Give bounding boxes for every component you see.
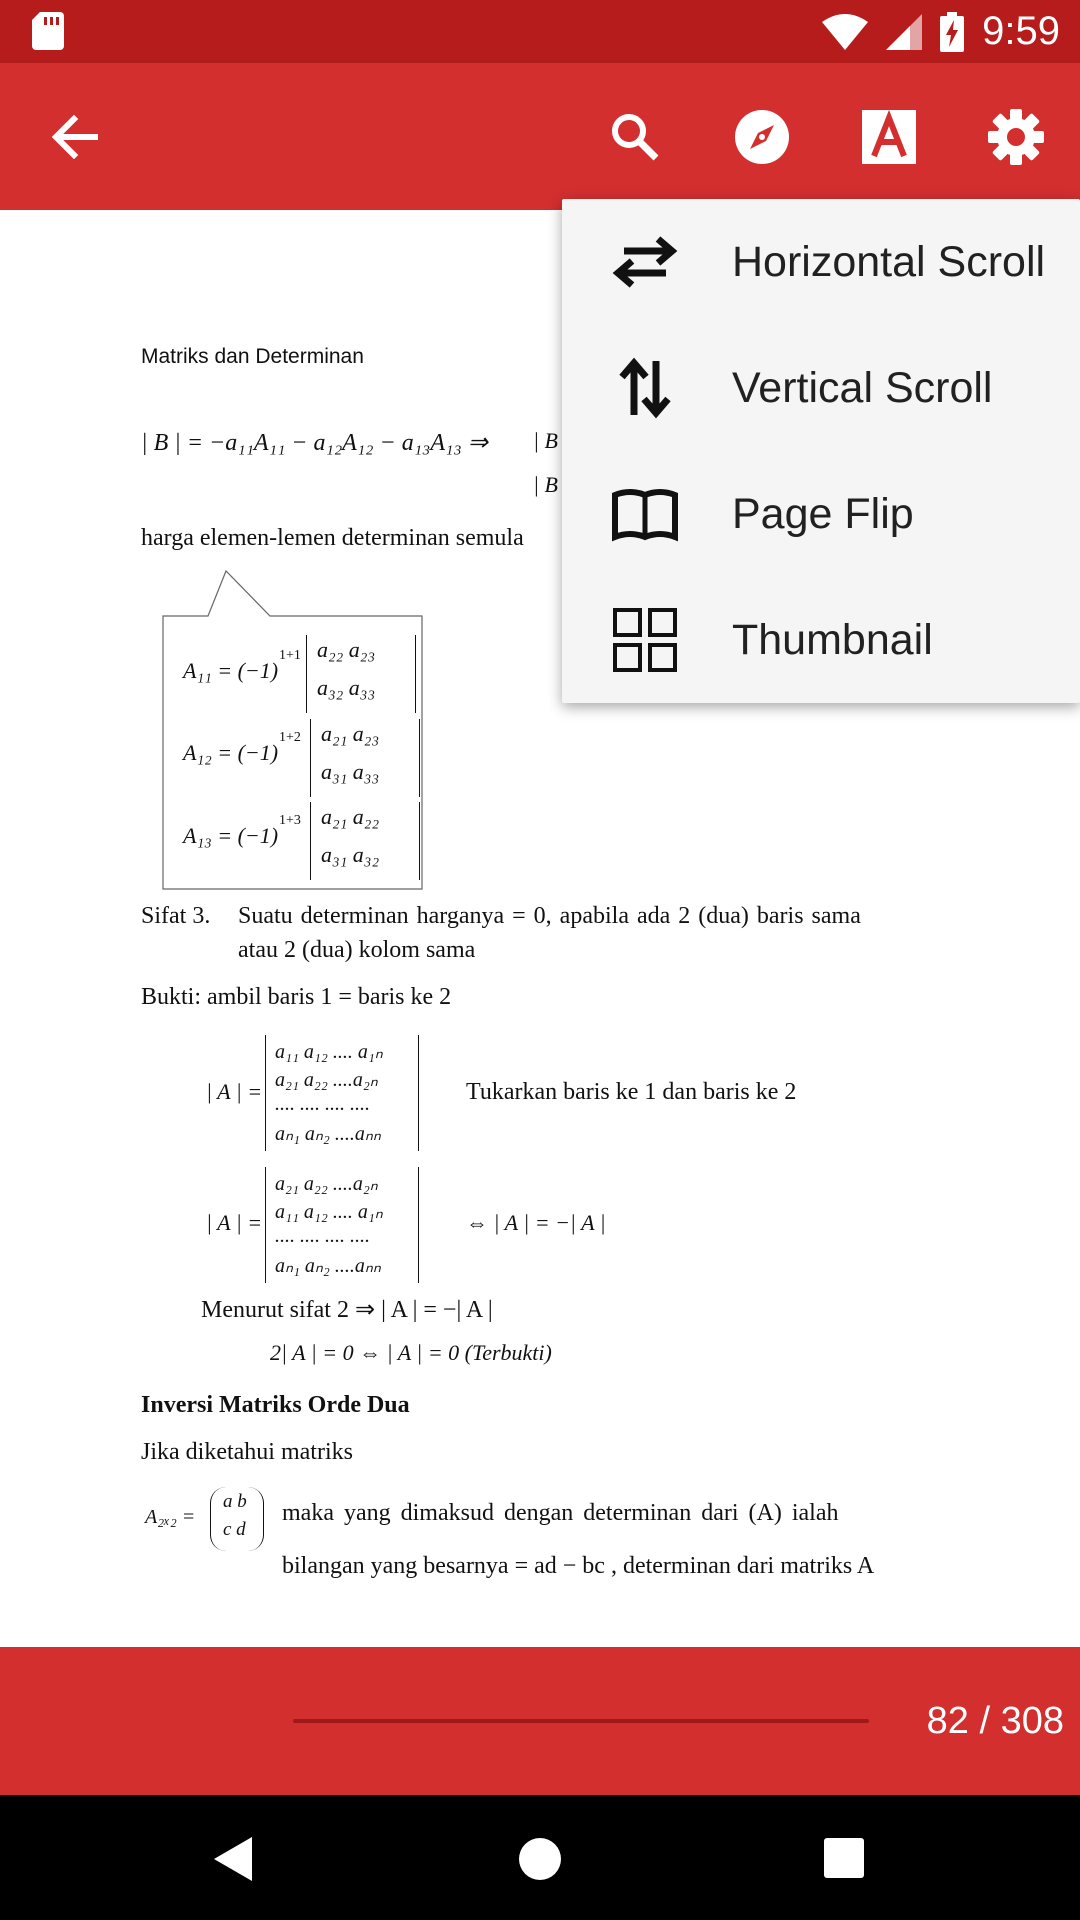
status-bar <box>0 0 1080 63</box>
nav-back-icon[interactable] <box>214 1837 254 1881</box>
menu-item-label: Horizontal Scroll <box>732 238 1046 286</box>
signal-icon <box>886 14 922 50</box>
menurut-text: Menurut sifat 2 ⇒ | A | = −| A | <box>201 1297 493 1323</box>
matrix-row: a b <box>223 1491 247 1512</box>
jika-text: Jika diketahui matriks <box>141 1439 353 1465</box>
matrix-row: .... .... .... .... <box>275 1093 370 1115</box>
matrix-row: a₂₁ a₂₂ <box>321 804 380 829</box>
gear-icon <box>988 109 1044 165</box>
matrix-2 <box>265 1167 419 1283</box>
matrix-row: a₂₂ a₂₃ <box>317 637 376 662</box>
page-header: Matriks dan Determinan <box>141 345 364 368</box>
menu-item-horizontal-scroll[interactable] <box>562 199 1080 325</box>
equation-b: | B | = −a₁₁A₁₁ − a₁₂A₁₂ − a₁₃A₁₃ ⇒ <box>141 430 488 456</box>
matrix-row: a₁₁ a₁₂ .... a₁ₙ <box>275 1201 383 1223</box>
sifat-label: Sifat 3. <box>141 903 211 929</box>
menu-item-label: Thumbnail <box>732 616 933 664</box>
battery-charging-icon <box>940 12 964 52</box>
cofactor-matrix <box>310 719 420 797</box>
swap-vert-icon <box>612 355 678 421</box>
cofactor-a11: A₁₁ = (−1) <box>183 658 279 683</box>
search-icon <box>610 112 660 162</box>
compass-icon <box>734 109 790 165</box>
page-indicator: 82 / 308 <box>926 1700 1064 1742</box>
back-button[interactable] <box>36 99 112 175</box>
menu-item-label: Page Flip <box>732 490 914 538</box>
bukti-text: Bukti: ambil baris 1 = baris ke 2 <box>141 984 452 1010</box>
matrix-row: a₃₁ a₃₂ <box>321 842 380 867</box>
cofactor-exponent: 1+3 <box>279 813 301 828</box>
matrix-row: aₙ₁ aₙ₂ ....aₙₙ <box>275 1255 381 1277</box>
cofactor-matrix <box>306 635 416 713</box>
font-icon <box>862 110 916 164</box>
matrix-row: a₂₁ a₂₃ <box>321 721 380 746</box>
matrix-row: a₂₁ a₂₂ ....a₂ₙ <box>275 1173 378 1195</box>
sd-card-icon <box>32 12 64 50</box>
cofactor-matrix <box>310 802 420 880</box>
cofactor-a12: A₁₂ = (−1) <box>183 740 279 765</box>
matrix-a2x2 <box>210 1487 264 1551</box>
grid-icon <box>612 607 678 673</box>
settings-button[interactable] <box>978 99 1054 175</box>
matrix-row: a₁₁ a₁₂ .... a₁ₙ <box>275 1041 383 1063</box>
swap-horiz-icon <box>612 229 678 295</box>
book-icon <box>612 481 678 547</box>
sifat-text: Suatu determinan harganya = 0, apabila ada 2 (dua) baris sama <box>238 903 861 929</box>
matrix-row: .... .... .... .... <box>275 1225 370 1247</box>
matrix-row: a₃₁ a₃₃ <box>321 759 380 784</box>
arrow-back-icon <box>50 115 98 159</box>
nav-recents-icon[interactable] <box>824 1838 864 1878</box>
navigation-button[interactable] <box>724 99 800 175</box>
section-title: Inversi Matriks Orde Dua <box>141 1392 410 1418</box>
text-line: harga elemen-lemen determinan semula <box>141 525 524 551</box>
menu-item-vertical-scroll[interactable] <box>562 325 1080 451</box>
menu-item-page-flip[interactable] <box>562 451 1080 577</box>
cofactor-exponent: 1+1 <box>279 648 301 663</box>
page-seekbar[interactable] <box>293 1719 869 1723</box>
det-a-lhs: | A | = <box>206 1210 263 1235</box>
nav-home-icon[interactable] <box>518 1837 562 1881</box>
app-bar <box>0 63 1080 210</box>
font-button[interactable] <box>851 99 927 175</box>
menu-item-label: Vertical Scroll <box>732 364 993 412</box>
bilangan-text: bilangan yang besarnya = ad − bc , determinan dari matriks A <box>282 1553 875 1579</box>
cofactor-a13: A₁₃ = (−1) <box>183 823 279 848</box>
equivalence: ⇔ | A | = −| A | <box>466 1210 606 1235</box>
matrix-a2x2-lhs: A₂ₓ₂ = <box>145 1506 196 1528</box>
maka-text: maka yang dimaksud dengan determinan dari (A) ialah <box>282 1500 839 1526</box>
cofactor-exponent: 1+2 <box>279 730 301 745</box>
tukarkan-text: Tukarkan baris ke 1 dan baris ke 2 <box>466 1079 797 1105</box>
equation-b-right: | B <box>533 472 558 497</box>
scroll-mode-menu <box>562 199 1080 703</box>
menu-item-thumbnail[interactable] <box>562 577 1080 703</box>
conclusion: 2| A | = 0 ⇔ | A | = 0 (Terbukti) <box>270 1340 552 1365</box>
matrix-row: a₃₂ a₃₃ <box>317 675 376 700</box>
equation-b-right: | B <box>533 428 558 453</box>
matrix-row: a₂₁ a₂₂ ....a₂ₙ <box>275 1069 378 1091</box>
matrix-1 <box>265 1035 419 1151</box>
det-a-lhs: | A | = <box>206 1079 263 1104</box>
navigation-bar <box>0 1795 1080 1920</box>
matrix-row: aₙ₁ aₙ₂ ....aₙₙ <box>275 1123 381 1145</box>
search-button[interactable] <box>597 99 673 175</box>
wifi-icon <box>822 14 868 50</box>
matrix-row: c d <box>223 1519 246 1540</box>
clock: 9:59 <box>982 9 1060 53</box>
sifat-text: atau 2 (dua) kolom sama <box>238 937 476 963</box>
bottom-bar <box>0 1647 1080 1795</box>
